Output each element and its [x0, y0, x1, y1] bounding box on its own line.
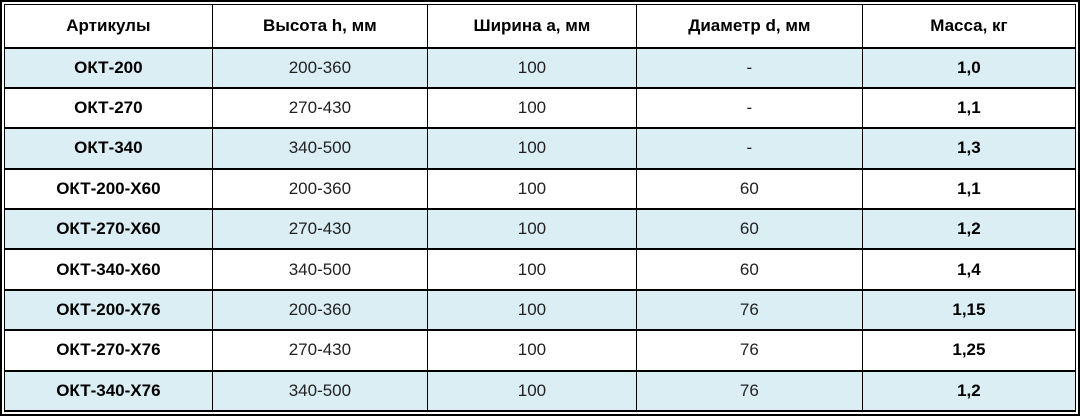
height-cell: 340-500: [212, 128, 427, 168]
width-cell: 100: [428, 330, 637, 370]
article-cell: ОКТ-200-Х60: [5, 169, 213, 209]
diameter-cell: -: [636, 128, 862, 168]
width-cell: 100: [428, 249, 637, 289]
height-cell: 200-360: [212, 169, 427, 209]
width-cell: 100: [428, 128, 637, 168]
diameter-cell: 60: [636, 209, 862, 249]
diameter-cell: 76: [636, 371, 862, 412]
height-cell: 340-500: [212, 249, 427, 289]
header-cell-diameter: Диаметр d, мм: [636, 5, 862, 48]
mass-cell: 1,1: [862, 88, 1075, 128]
table-row: [5, 290, 1076, 330]
mass-cell: 1,2: [862, 209, 1075, 249]
mass-cell: 1,15: [862, 290, 1075, 330]
table-row: [5, 48, 1076, 88]
table-body: [5, 48, 1076, 412]
header-row: [5, 5, 1076, 48]
width-cell: 100: [428, 290, 637, 330]
article-cell: ОКТ-340: [5, 128, 213, 168]
header-cell-articles: Артикулы: [5, 5, 213, 48]
height-cell: 270-430: [212, 88, 427, 128]
width-cell: 100: [428, 48, 637, 88]
mass-cell: 1,3: [862, 128, 1075, 168]
mass-cell: 1,4: [862, 249, 1075, 289]
header-cell-height: Высота h, мм: [212, 5, 427, 48]
height-cell: 270-430: [212, 330, 427, 370]
diameter-cell: 60: [636, 249, 862, 289]
width-cell: 100: [428, 169, 637, 209]
table-header: [5, 5, 1076, 48]
article-cell: ОКТ-200-Х76: [5, 290, 213, 330]
article-cell: ОКТ-270: [5, 88, 213, 128]
width-cell: 100: [428, 371, 637, 412]
height-cell: 340-500: [212, 371, 427, 412]
table-row: [5, 88, 1076, 128]
diameter-cell: -: [636, 88, 862, 128]
article-cell: ОКТ-340-Х76: [5, 371, 213, 412]
table-row: [5, 371, 1076, 412]
width-cell: 100: [428, 209, 637, 249]
article-cell: ОКТ-270-Х76: [5, 330, 213, 370]
table-row: [5, 330, 1076, 370]
table-row: [5, 209, 1076, 249]
mass-cell: 1,25: [862, 330, 1075, 370]
article-cell: ОКТ-340-Х60: [5, 249, 213, 289]
product-spec-table: [4, 4, 1076, 412]
table-row: [5, 169, 1076, 209]
article-cell: ОКТ-200: [5, 48, 213, 88]
table-row: [5, 128, 1076, 168]
height-cell: 200-360: [212, 48, 427, 88]
diameter-cell: 60: [636, 169, 862, 209]
table-row: [5, 249, 1076, 289]
mass-cell: 1,0: [862, 48, 1075, 88]
width-cell: 100: [428, 88, 637, 128]
height-cell: 200-360: [212, 290, 427, 330]
mass-cell: 1,1: [862, 169, 1075, 209]
header-cell-width: Ширина a, мм: [428, 5, 637, 48]
article-cell: ОКТ-270-Х60: [5, 209, 213, 249]
mass-cell: 1,2: [862, 371, 1075, 412]
header-cell-mass: Масса, кг: [862, 5, 1075, 48]
height-cell: 270-430: [212, 209, 427, 249]
diameter-cell: -: [636, 48, 862, 88]
diameter-cell: 76: [636, 330, 862, 370]
diameter-cell: 76: [636, 290, 862, 330]
